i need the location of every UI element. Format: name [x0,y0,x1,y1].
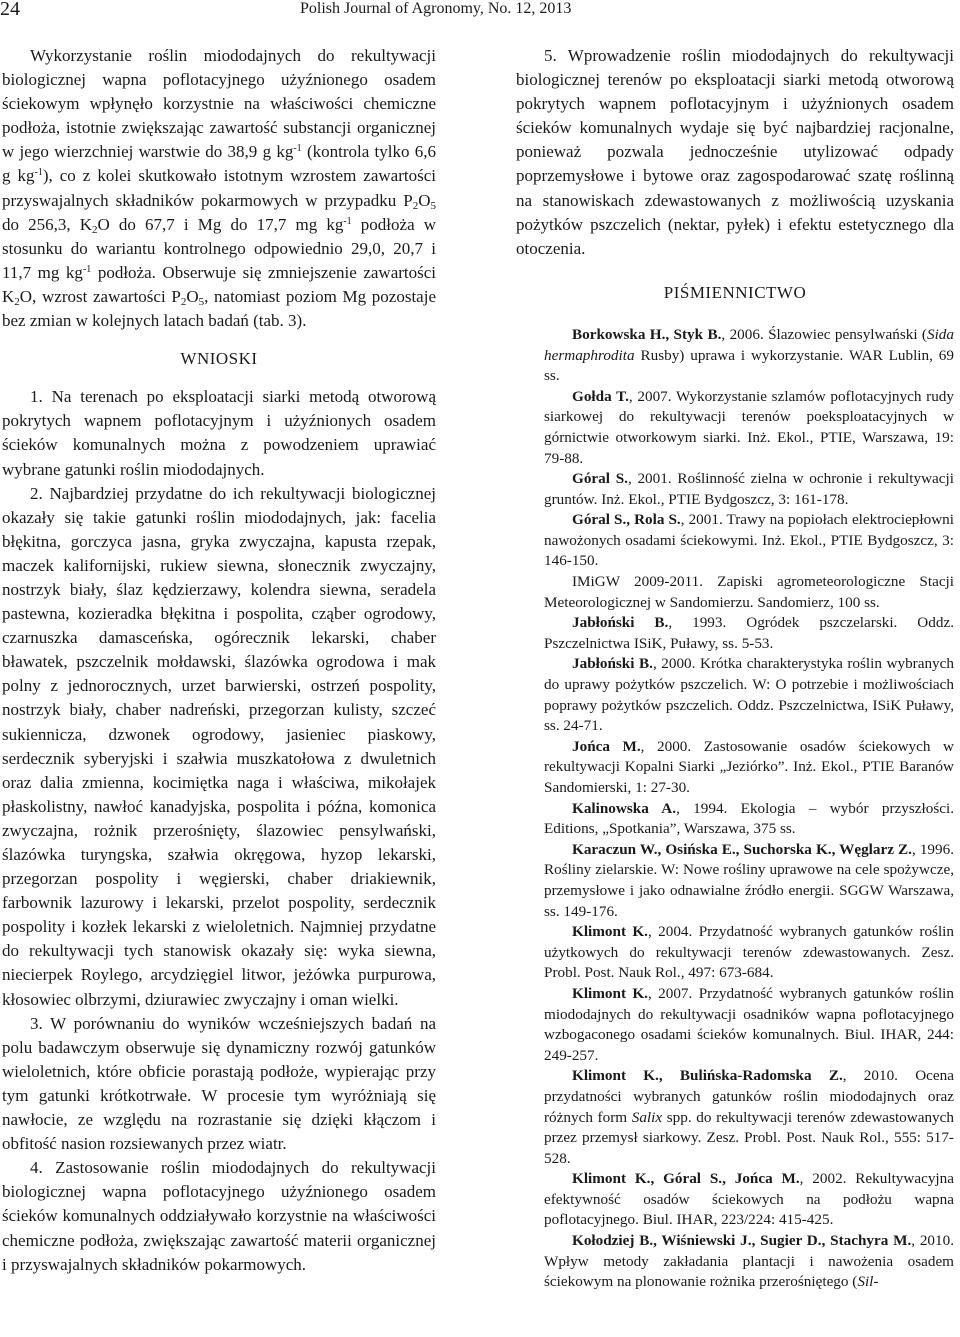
reference-item [516,572,954,613]
left-column [2,44,436,1277]
reference-item [516,325,954,387]
conclusion-5: 5. Wprowadzenie roślin miododajnych do rekultywacji biologicznej terenów po eksploatacji siarki metodą otworową pokrytych wapnem poflotacyjnym i użyźnionych osadem ścieków komunalnych wydaje się być najbardziej racjonalne, ponieważ pozwala jednocześnie utylizować odpady poprzemysłowe i bytowe oraz zagospodarować szatę roślinną na stanowiskach zdewastowanych z możliwością uzyskania pożytków pszczelich (nektar, pyłek) i efektu estetycznego dla otoczenia. [516,46,954,258]
reference-author: Jońca M. [572,737,641,755]
reference-text: , 2001. Roślinność zielna w ochronie i rekultywacji gruntów. Inż. Ekol., PTIE Bydgoszcz, 3: 161-178. [544,470,954,508]
section-heading-references: PIŚMIENNICTWO [663,282,807,302]
reference-author: Gołda T. [572,387,629,405]
reference-text: , 2001. Trawy na popiołach elektrociepłowni nawożonych osadami ściekowymi. Inż. Ekol., PTIE Bydgoszcz, 3: 146-150. [544,511,954,570]
reference-author: Jabłoński B. [572,655,653,673]
reference-author: Góral S. [572,470,628,488]
reference-text: , 2010. Wpływ metody zakładania plantacji i nawożenia osadem ściekowym na plonowanie rożnika przerośniętego ( [544,1232,955,1291]
reference-text: , 1994. Ekologia – wybór przyszłości. Editions, „Spotkania”, Warszawa, 375 ss. [544,799,954,838]
reference-text: , 2004. Przydatność wybranych gatunków roślin użytkowych do rekultywacji terenów zdewastowanych. Zesz. Probl. Post. Nauk Rol., 497: 673-684. [544,923,954,982]
reference-list [516,325,954,1293]
reference-text: , 1996. Rośliny zielarskie. W: Nowe rośliny uprawowe na cele spożywcze, przemysłowe i jako odnawialne źródło energii. SGGW Warszawa, ss. 149-176. [544,840,954,920]
reference-text: spp. do rekultywacji terenów zdewastowanych przez przemysł siarkowy. Zesz. Probl. Post. Nauk Rol., 555: 517-528. [544,1108,954,1167]
reference-text: , 2002. Rekultywacyjna efektywność osadów ściekowych na podłożu wapna poflotacyjnego. Biul. IHAR, 223/224: 415-425. [544,1170,954,1229]
page-header [0,0,960,24]
reference-text: , 1993. Ogródek pszczelarski. Oddz. Pszczelnictwa ISiK, Puławy, ss. 5-53. [544,614,954,652]
reference-item [516,922,954,984]
conclusion-1: 1. Na terenach po eksploatacji siarki metodą otworową pokrytych wapnem poflotacyjnym i użyźnionych osadem ścieków komunalnych można z powodzeniem uprawiać wybrane gatunki roślin miododajnych. [2,387,436,479]
reference-text: , 2007. Przydatność wybranych gatunków roślin miododajnych do rekultywacji osadników wapna poflotacyjnego wzbogaconego osadami ścieków komunalnych. Biul. IHAR, 244: 249-257. [544,984,954,1064]
conclusion-3: 3. W porównaniu do wyników wcześniejszych badań na polu badawczym obserwuje się dynamiczny rozwój gatunków wieloletnich, które obficie porastają podłoże, wypierając przy tym gatunki krótkotrwałe. W procesie tym wyróżniają się nawłocie, ze względu na rozrastanie się dzięki kłączom i obfitość nasion rozsiewanych przez wiatr. [2,1013,436,1154]
results-paragraph: Wykorzystanie roślin miododajnych do rekultywacji biologicznej wapna poflotacyjnego użyźnionego osadem ściekowym wpłynęło korzystnie na właściwości chemiczne podłoża, istotnie zwiększając zawartość substancji organicznej w jego wierzchniej warstwie do 38,9 g $kg^{-1}$ (kontrola tylko 6,6 g $kg^{-1}$), co z kolei skutkowało istotnym wzrostem zawartości przyswajalnych składników pokarmowych w przypadku $P_2O_5$ do 256,3, $K_2O$ do 67,7 i Mg do 17,7 mg $kg^{-1}$ podłoża w stosunku do wariantu kontrolnego odpowiednio 29,0, 20,7 i 11,7 mg $kg^{-1}$ podłoża. Obserwuje się zmniejszenie zawartości $K_2O$, wzrost zawartości $P_2O_5$, natomiast poziom Mg pozostaje bez zmian w kolejnych latach badań (tab. 3). [2,46,437,331]
reference-text: , 2000. Zastosowanie osadów ściekowych w rekultywacji Kopalni Siarki „Jeziórko”. Inż. Ekol., PTIE Baranów Sandomierski, 1: 27-30. [544,737,955,796]
reference-item [516,1066,954,1169]
reference-author: Klimont K., Bulińska-Radomska Z. [572,1067,843,1085]
reference-item [516,1231,954,1293]
reference-item [516,737,954,799]
reference-text: IMiGW 2009-2011. Zapiski agrometeorologiczne Stacji Meteorologicznej w Sandomierzu. Sandomierz, 100 ss. [544,573,954,611]
reference-text: , 2000. Krótka charakterystyka roślin wybranych do uprawy pożytków pszczelich. W: O potrzebie i możliwościach poprawy pożytków pszczelich. Oddz. Pszczelnictwa, ISiK Puławy, ss. 24-71. [544,655,954,735]
reference-text: Rusby) uprawa i wykorzystanie. WAR Lublin, 69 ss. [544,346,954,385]
reference-author: Klimont K. [572,923,648,941]
reference-author: Jabłoński B. [572,614,669,632]
reference-author: Klimont K. [572,984,648,1002]
right-column [516,44,954,1293]
reference-text: , 2010. Ocena przydatności wybranych gatunków roślin miododajnych oraz różnych form [544,1067,954,1126]
reference-author: Karaczun W., Osińska E., Suchorska K., Węglarz Z. [572,840,912,858]
reference-italic: Sida hermaphrodita [544,325,954,364]
reference-author: Kalinowska A. [572,799,677,817]
reference-item [516,613,954,654]
reference-author: Kołodziej B., Wiśniewski J., Sugier D., Stachyra M. [572,1232,912,1250]
reference-italic: Sil- [857,1273,879,1291]
conclusion-2: 2. Najbardziej przydatne do ich rekultywacji biologicznej okazały się takie gatunki roślin miododajnych, jak: facelia błękitna, gorczyca jasna, gryka zwyczajna, kapusta rzepak, maczek kalifornijski, rukiew siewna, słonecznik zwyczajny, nostrzyk biały, ślaz kędzierzawy, kolendra siewna, seradela pastewna, kozieradka błękitna i pospolita, cząber ogrodowy, czarnuszka damasceńska, ogórecznik lekarski, chaber bławatek, pszczelnik mołdawski, ślazówka ogrodowa i mak polny z jednorocznych, urzet barwierski, ostrzeń pospolity, nostrzyk biały, chaber nadreński, przegorzan kulisty, szczeć sukiennicza, dzwonek ogrodowy, jasieniec piaskowy, serdecznik syberyjski i szałwia muszkatołowa z dwuletnich oraz dalia zmienna, kocimiętka naga i właściwa, mikołajek płaskolistny, nawłoć kanadyjska, pospolita i późna, komonica zwyczajna, rożnik przerośnięty, ślazowiec pensylwański, ślazówka turyngska, szałwia okręgowa, hyzop lekarski, przegorzan pospolity i węgierski, chaber driakiewnik, farbownik lazurowy i lekarski, przelot pospolity, serdecznik pospolity i kozłek lekarski z wieloletnich. Najmniej przydatne do rekultywacji tych stanowisk okazały się: wyka siewna, niecierpek Roylego, arcydzięgiel litwor, jeżówka purpurowa, kłosowiec olbrzymi, dziurawiec zwyczajny i oman wielki. [2,483,436,1009]
section-heading-conclusions: WNIOSKI [180,349,258,369]
conclusion-4: 4. Zastosowanie roślin miododajnych do rekultywacji biologicznej wapna poflotacyjnego użyźnionego osadem ścieków komunalnych oddziaływało korzystnie na właściwości chemiczne podłoża, zwiększając zawartość materii organicznej i przyswajalnych składników pokarmowych. [2,1158,436,1274]
page-number: 24 [0,0,20,20]
reference-item [516,1169,954,1231]
journal-title: Polish Journal of Agronomy, No. 12, 2013 [300,0,572,17]
reference-item [516,984,954,1066]
reference-item [516,469,954,510]
reference-text: , 2006. Ślazowiec pensylwański ( [721,325,927,343]
reference-italic: Salix [631,1108,663,1126]
reference-author: Borkowska H., Styk B. [572,325,722,343]
reference-item [516,799,954,840]
reference-text: , 2007. Wykorzystanie szlamów poflotacyjnych rudy siarkowej do rekultywacji terenów poeksploatacyjnych w górnictwie otworkowym siarki. Inż. Ekol., PTIE, Warszawa, 19: 79-88. [544,387,954,467]
reference-author: Góral S., Rola S. [572,511,681,529]
reference-author: Klimont K., Góral S., Jońca M. [572,1170,800,1188]
reference-item [516,840,954,922]
reference-item [516,510,954,572]
reference-item [516,387,954,469]
reference-item [516,654,954,736]
